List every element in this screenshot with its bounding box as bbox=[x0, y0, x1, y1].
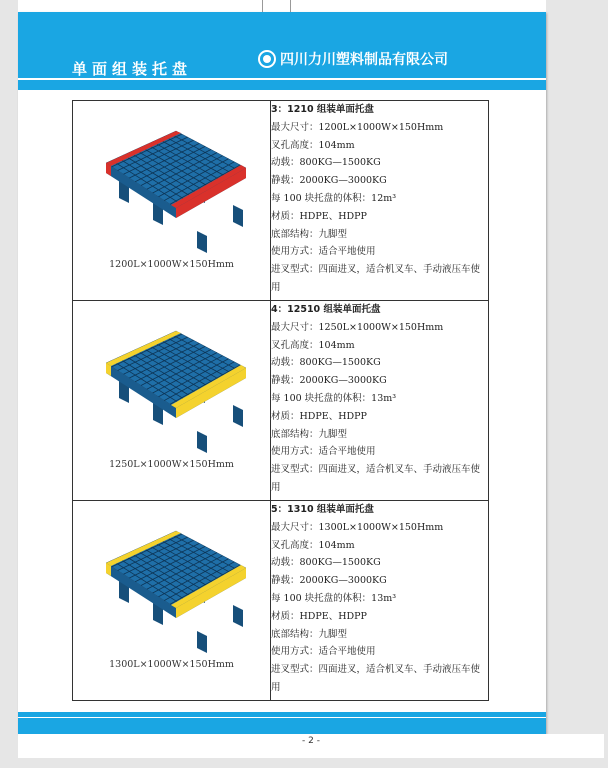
footer-rule bbox=[18, 717, 546, 718]
spec-line: 每 100 块托盘的体积：13m³ bbox=[271, 392, 397, 404]
product-image-cell bbox=[73, 101, 271, 301]
spec-line: 每 100 块托盘的体积：13m³ bbox=[271, 592, 397, 604]
spec-line: 材质：HDPE、HDPP bbox=[271, 410, 367, 422]
product-name: 3：1210 组装单面托盘 bbox=[271, 104, 374, 115]
pallet-illustration bbox=[101, 523, 251, 657]
spec-line: 动载：800KG—1500KG bbox=[271, 557, 381, 569]
spec-line: 最大尺寸：1200L×1000W×150Hmm bbox=[271, 121, 444, 133]
spec-line: 静载：2000KG—3000KG bbox=[271, 375, 387, 387]
pallet-illustration bbox=[101, 323, 251, 457]
pallet-image bbox=[101, 323, 251, 453]
company-name: 四川力川塑料制品有限公司 bbox=[280, 52, 448, 68]
spec-line: 最大尺寸：1250L×1000W×150Hmm bbox=[271, 321, 444, 333]
product-dimension-caption: 1300L×1000W×150Hmm bbox=[109, 659, 234, 670]
document-page bbox=[18, 12, 546, 734]
product-spec-cell bbox=[271, 101, 489, 301]
product-spec-cell bbox=[271, 301, 489, 501]
product-row bbox=[73, 101, 489, 301]
spec-line: 动载：800KG—1500KG bbox=[271, 157, 381, 169]
section-title: 单面组装托盘 bbox=[72, 60, 193, 78]
product-spec-cell bbox=[271, 501, 489, 701]
spec-line: 底部结构：九脚型 bbox=[271, 428, 348, 440]
header-rule bbox=[18, 78, 546, 80]
spec-line: 进叉型式：四面进叉，适合机叉车、手动液压车使用 bbox=[271, 664, 481, 693]
spec-line: 进叉型式：四面进叉，适合机叉车、手动液压车使用 bbox=[271, 464, 481, 493]
spec-line: 最大尺寸：1300L×1000W×150Hmm bbox=[271, 521, 444, 533]
spec-line: 叉孔高度：104mm bbox=[271, 139, 355, 151]
footer-band bbox=[18, 712, 546, 734]
page-header bbox=[18, 12, 546, 90]
pallet-illustration bbox=[101, 123, 251, 257]
product-image-cell bbox=[73, 501, 271, 701]
spec-line: 使用方式：适合平地使用 bbox=[271, 646, 376, 658]
spec-line: 每 100 块托盘的体积：12m³ bbox=[271, 192, 397, 204]
spec-line: 使用方式：适合平地使用 bbox=[271, 246, 376, 258]
spec-line: 底部结构：九脚型 bbox=[271, 628, 348, 640]
product-row bbox=[73, 501, 489, 701]
page-divider bbox=[262, 0, 263, 12]
spec-line: 静载：2000KG—3000KG bbox=[271, 575, 387, 587]
pallet-image bbox=[101, 523, 251, 653]
spec-line: 使用方式：适合平地使用 bbox=[271, 446, 376, 458]
company-logo-icon bbox=[258, 50, 276, 68]
spec-line: 进叉型式：四面进叉，适合机叉车、手动液压车使用 bbox=[271, 264, 481, 293]
product-dimension-caption: 1250L×1000W×150Hmm bbox=[109, 459, 234, 470]
spec-line: 静载：2000KG—3000KG bbox=[271, 175, 387, 187]
product-row bbox=[73, 301, 489, 501]
pallet-image bbox=[101, 123, 251, 253]
spec-line: 动载：800KG—1500KG bbox=[271, 357, 381, 369]
product-image-cell bbox=[73, 301, 271, 501]
page-divider bbox=[290, 0, 291, 12]
product-name: 5：1310 组装单面托盘 bbox=[271, 504, 374, 515]
spec-line: 底部结构：九脚型 bbox=[271, 228, 348, 240]
page-number: - 2 - bbox=[18, 734, 604, 758]
product-name: 4：12510 组装单面托盘 bbox=[271, 304, 381, 315]
spec-line: 材质：HDPE、HDPP bbox=[271, 610, 367, 622]
spec-line: 叉孔高度：104mm bbox=[271, 539, 355, 551]
spec-line: 叉孔高度：104mm bbox=[271, 339, 355, 351]
product-spec-table bbox=[72, 100, 489, 701]
product-dimension-caption: 1200L×1000W×150Hmm bbox=[109, 259, 234, 270]
spec-line: 材质：HDPE、HDPP bbox=[271, 210, 367, 222]
previous-page bbox=[18, 0, 546, 12]
